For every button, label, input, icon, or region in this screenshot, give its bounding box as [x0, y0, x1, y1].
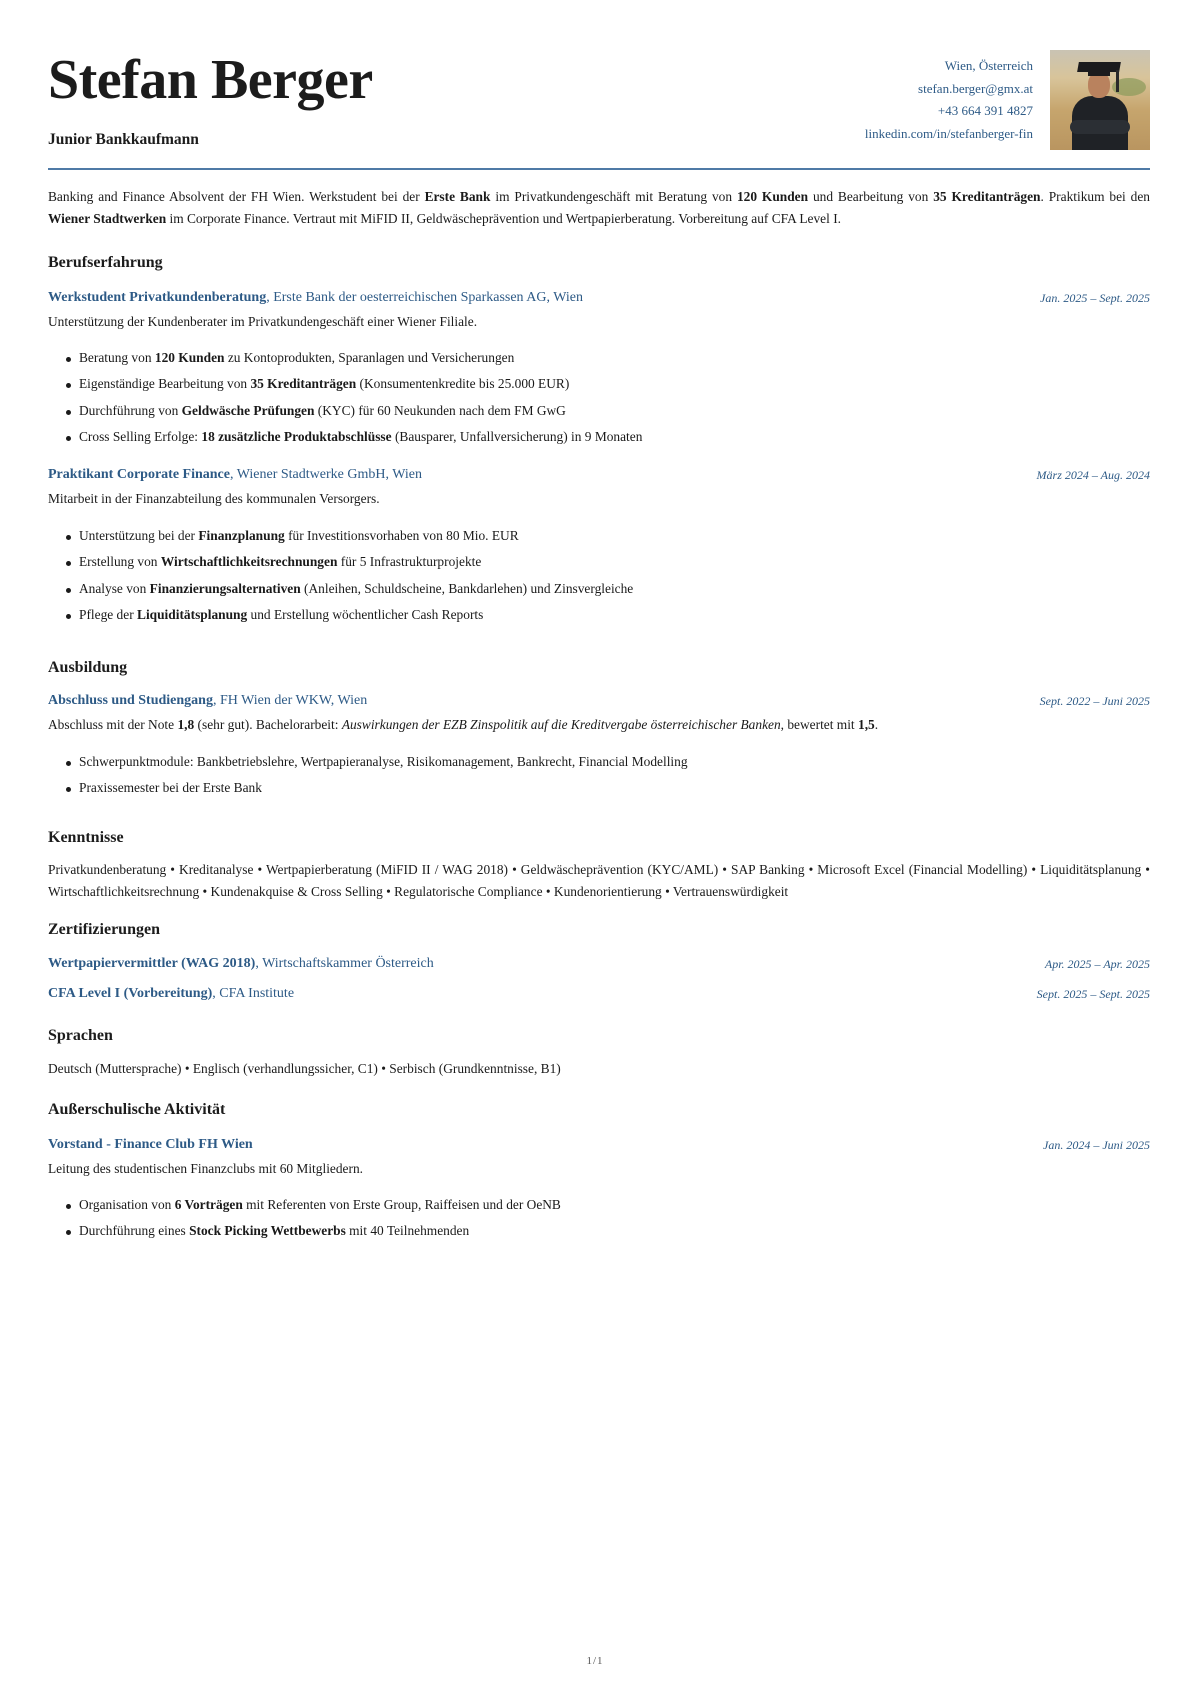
- job-bullet-list: [48, 345, 642, 450]
- section-title-certifications: Zertifizierungen: [48, 921, 160, 938]
- activity-entry-heading: [48, 1137, 1150, 1153]
- section-title-experience: Berufserfahrung: [48, 254, 163, 271]
- summary-paragraph: [48, 186, 1150, 230]
- job-description: Unterstützung der Kundenberater im Privatkundengeschäft einer Wiener Filiale.: [48, 314, 478, 329]
- contact-location: Wien, Österreich: [944, 58, 1033, 73]
- degree-title: Abschluss und Studiengang: [48, 693, 213, 708]
- job-organization: , Erste Bank der oesterreichischen Sparkassen AG, Wien: [266, 290, 584, 305]
- list-item: Praxissemester bei der Erste Bank: [79, 775, 688, 801]
- list-item: Schwerpunktmodule: Bankbetriebslehre, Wertpapieranalyse, Risikomanagement, Bankrecht, Financial Modelling: [79, 749, 688, 775]
- certification-title: Wertpapiervermittler (WAG 2018): [48, 956, 256, 971]
- job-title: Werkstudent Privatkundenberatung: [48, 290, 267, 305]
- candidate-role: Junior Bankkaufmann: [48, 131, 199, 148]
- summary-text: und Bearbeitung von: [808, 189, 934, 204]
- certification-entry: [48, 956, 1150, 972]
- list-item: Unterstützung bei der Finanzplanung für Investitionsvorhaben von 80 Mio. EUR: [79, 523, 633, 549]
- thesis-title: Auswirkungen der EZB Zinspolitik auf die Kreditvergabe österreichischer Banken: [341, 717, 781, 732]
- certification-issuer: , Wirtschaftskammer Österreich: [255, 956, 434, 971]
- certification-title: CFA Level I (Vorbereitung): [48, 986, 213, 1001]
- profile-photo: [1050, 50, 1150, 150]
- certification-issuer: , CFA Institute: [212, 986, 295, 1001]
- list-item: Eigenständige Bearbeitung von 35 Kreditanträgen (Konsumentenkredite bis 25.000 EUR): [79, 371, 642, 397]
- languages-list: Deutsch (Muttersprache) • Englisch (verhandlungssicher, C1) • Serbisch (Grundkenntnisse, B1): [48, 1061, 561, 1076]
- education-description: Abschluss mit der Note 1,8 (sehr gut). Bachelorarbeit: Auswirkungen der EZB Zinspolitik auf die Kreditvergabe österreichischer Banken, bewertet mit 1,5.: [48, 717, 879, 732]
- experience-entry-heading: [48, 290, 1150, 306]
- certification-entry: [48, 986, 1150, 1002]
- education-bullet-list: [48, 749, 688, 802]
- summary-text: Banking and Finance Absolvent der FH Wien. Werkstudent bei der: [48, 189, 425, 204]
- summary-highlight: Wiener Stadtwerken: [48, 211, 167, 226]
- list-item: Beratung von 120 Kunden zu Kontoprodukten, Sparanlagen und Versicherungen: [79, 345, 642, 371]
- page-number: 1/1: [586, 1655, 604, 1667]
- experience-entry-heading: [48, 467, 1150, 483]
- certification-dates: Sept. 2025 – Sept. 2025: [1036, 987, 1150, 1001]
- section-title-activities: Außerschulische Aktivität: [48, 1101, 226, 1118]
- resume-page: [48, 0, 1150, 1239]
- resume-header: [48, 0, 1150, 170]
- contact-linkedin-link[interactable]: linkedin.com/in/stefanberger-fin: [864, 125, 1033, 141]
- skills-list: Privatkundenberatung • Kreditanalyse • Wertpapierberatung (MiFID II / WAG 2018) • Geldwäscheprävention (KYC/AML) • SAP Banking • Microsoft Excel (Financial Modelling) • Liquiditätsplanung • Wirtschaftlichkeitsrechnung • Kundenakquise & Cross Selling • Regulatorische Compliance • Kundenorientierung • Vertrauenswürdigkeit: [48, 862, 1150, 899]
- section-title-education: Ausbildung: [48, 659, 128, 676]
- candidate-name: Stefan Berger: [48, 49, 373, 111]
- list-item: Cross Selling Erfolge: 18 zusätzliche Produktabschlüsse (Bausparer, Unfallversicherung) in 9 Monaten: [79, 424, 642, 450]
- school-name: , FH Wien der WKW, Wien: [212, 693, 368, 708]
- section-title-languages: Sprachen: [48, 1027, 113, 1044]
- section-title-skills: Kenntnisse: [48, 829, 124, 846]
- activity-description: Leitung des studentischen Finanzclubs mit 60 Mitgliedern.: [48, 1161, 364, 1176]
- summary-text: . Praktikum bei den: [1040, 189, 1150, 204]
- job-dates: März 2024 – Aug. 2024: [1036, 468, 1150, 482]
- summary-highlight: 120 Kunden: [736, 189, 809, 204]
- list-item: Durchführung von Geldwäsche Prüfungen (KYC) für 60 Neukunden nach dem FM GwG: [79, 398, 642, 424]
- education-entry-heading: [48, 693, 1150, 709]
- summary-highlight: 35 Kreditanträgen: [933, 189, 1041, 204]
- job-organization: , Wiener Stadtwerke GmbH, Wien: [229, 467, 422, 482]
- summary-text: im Corporate Finance. Vertraut mit MiFID II, Geldwäscheprävention und Wertpapierberatung. Vorbereitung auf CFA Level I.: [166, 211, 842, 226]
- activity-title: Vorstand - Finance Club FH Wien: [48, 1137, 253, 1152]
- list-item: Organisation von 6 Vorträgen mit Referenten von Erste Group, Raiffeisen und der OeNB: [79, 1192, 561, 1218]
- contact-phone-link[interactable]: +43 664 391 4827: [937, 103, 1033, 118]
- job-bullet-list: [48, 523, 633, 628]
- job-title: Praktikant Corporate Finance: [48, 467, 230, 482]
- job-description: Mitarbeit in der Finanzabteilung des kommunalen Versorgers.: [48, 491, 380, 506]
- education-dates: Sept. 2022 – Juni 2025: [1039, 694, 1150, 708]
- header-divider: [48, 168, 1150, 170]
- summary-text: im Privatkundengeschäft mit Beratung von: [490, 189, 737, 204]
- list-item: Erstellung von Wirtschaftlichkeitsrechnungen für 5 Infrastrukturprojekte: [79, 549, 633, 575]
- summary-highlight: Erste Bank: [424, 189, 491, 204]
- list-item: Analyse von Finanzierungsalternativen (Anleihen, Schuldscheine, Bankdarlehen) und Zinsvergleiche: [79, 576, 633, 602]
- certification-dates: Apr. 2025 – Apr. 2025: [1044, 957, 1150, 971]
- list-item: Durchführung eines Stock Picking Wettbewerbs mit 40 Teilnehmenden: [79, 1218, 561, 1244]
- job-dates: Jan. 2025 – Sept. 2025: [1040, 291, 1150, 305]
- activity-dates: Jan. 2024 – Juni 2025: [1043, 1138, 1150, 1152]
- contact-email-link[interactable]: stefan.berger@gmx.at: [918, 80, 1033, 96]
- contact-block: [865, 55, 1033, 145]
- list-item: Pflege der Liquiditätsplanung und Erstellung wöchentlicher Cash Reports: [79, 602, 633, 628]
- activity-bullet-list: [48, 1192, 561, 1245]
